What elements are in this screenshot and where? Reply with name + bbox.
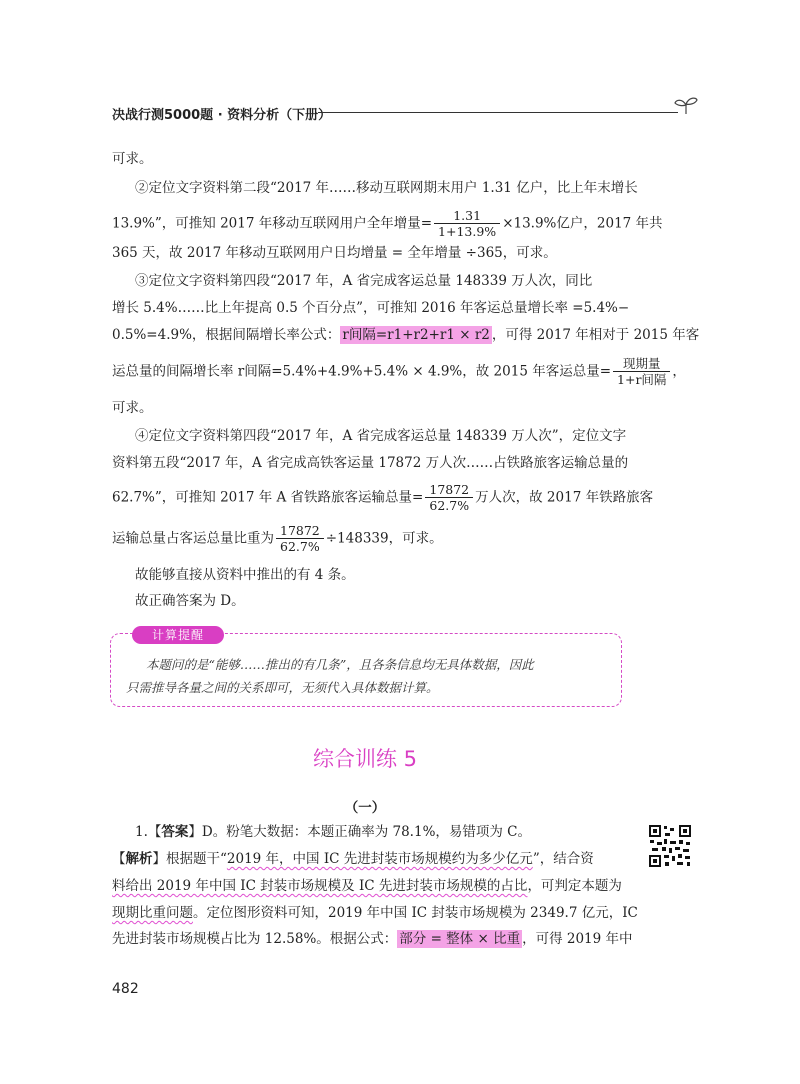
body-line-8 bbox=[112, 356, 686, 388]
body-line-3 bbox=[112, 208, 663, 240]
fraction-1 bbox=[434, 208, 500, 240]
text: ×13.9%亿户，2017 年共 bbox=[502, 215, 663, 232]
fraction-numerator: 17872 bbox=[425, 482, 473, 498]
body-line-13 bbox=[112, 523, 443, 555]
fraction-denominator: 1+r间隔 bbox=[617, 372, 667, 387]
qr-code-icon[interactable] bbox=[648, 824, 692, 868]
text: ”，结合资 bbox=[532, 851, 594, 867]
text: 【 bbox=[112, 851, 126, 867]
body-line-11: 资料第五段“2017 年，A 省完成高铁客运量 17872 万人次……占铁路旅客运输总量的 bbox=[112, 455, 629, 471]
header-rule bbox=[318, 112, 678, 113]
wavy-emphasis: 现期比重问题 bbox=[112, 905, 193, 921]
sprout-icon bbox=[672, 94, 700, 116]
body-line-1: 可求。 bbox=[112, 151, 153, 167]
section-title: 综合训练 5 bbox=[312, 747, 418, 771]
text: ，可判定本题为 bbox=[527, 878, 622, 894]
text: ÷148339，可求。 bbox=[325, 530, 443, 547]
fraction-denominator: 1+13.9% bbox=[438, 224, 497, 239]
body-line-14: 故能够直接从资料中推出的有 4 条。 bbox=[135, 567, 355, 583]
section-subtitle: （一） bbox=[344, 800, 386, 816]
fraction-denominator: 62.7% bbox=[429, 498, 470, 513]
running-header: 决战行测5000题 · 资料分析（下册） bbox=[112, 108, 332, 123]
answer-line bbox=[135, 826, 531, 840]
text: 13.9%”，可推知 2017 年移动互联网用户全年增量= bbox=[112, 215, 433, 232]
answer-keyword: 答案 bbox=[161, 824, 189, 840]
formula-highlight: 部分 = 整体 × 比重 bbox=[399, 931, 521, 947]
analysis-line-4 bbox=[112, 933, 633, 947]
fraction-2 bbox=[613, 356, 670, 388]
body-line-4: 365 天，故 2017 年移动互联网用户日均增量 = 全年增量 ÷365，可求。 bbox=[112, 245, 557, 261]
text: 万人次，故 2017 年铁路旅客 bbox=[475, 489, 654, 506]
text: 先进封装市场规模占比为 12.58%。根据公式： bbox=[112, 931, 398, 947]
analysis-line-3 bbox=[112, 907, 638, 921]
body-line-7 bbox=[112, 329, 699, 343]
text: 62.7%”，可推知 2017 年 A 省铁路旅客运输总量= bbox=[112, 489, 424, 506]
body-line-2: ②定位文字资料第二段“2017 年……移动互联网期末用户 1.31 亿户，比上年末增长 bbox=[135, 180, 638, 196]
text: 运输总量占客运总量比重为 bbox=[112, 530, 274, 547]
fraction-denominator: 62.7% bbox=[280, 539, 320, 554]
formula-highlight: r间隔=r1+r2+r1 × r2 bbox=[342, 327, 490, 343]
wavy-emphasis: 料给出 2019 年中国 IC 封装市场规模及 IC 先进封装市场规模的占比 bbox=[112, 878, 528, 894]
wavy-emphasis: 2019 年，中国 IC 先进封装市场规模约为多少亿元 bbox=[226, 851, 533, 867]
tip-text-1: 本题问的是“能够……推出的有几条”，且各条信息均无具体数据，因此 bbox=[146, 657, 534, 672]
body-line-12 bbox=[112, 482, 653, 514]
fraction-numerator: 现期量 bbox=[613, 356, 670, 372]
body-line-6: 增长 5.4%……比上年提高 0.5 个百分点”，可推知 2016 年客运总量增长率 =5.4%− bbox=[112, 300, 630, 316]
tip-label: 计算提醒 bbox=[132, 626, 224, 644]
text: ，可得 2017 年相对于 2015 年客 bbox=[491, 327, 700, 343]
text: 】D。粉笔大数据：本题正确率为 78.1%，易错项为 C。 bbox=[188, 824, 532, 840]
tip-text-2: 只需推导各量之间的关系即可，无须代入具体数据计算。 bbox=[126, 680, 439, 695]
fraction-numerator: 17872 bbox=[276, 523, 324, 539]
analysis-line-2 bbox=[112, 880, 622, 894]
text: 】根据题干“ bbox=[152, 851, 227, 867]
page-number: 482 bbox=[112, 981, 139, 997]
body-line-15: 故正确答案为 D。 bbox=[135, 593, 245, 609]
text: ，可得 2019 年中 bbox=[522, 931, 633, 947]
text: 运总量的间隔增长率 r间隔=5.4%+4.9%+5.4% × 4.9%，故 2015 年客运总量= bbox=[112, 363, 612, 380]
body-line-5: ③定位文字资料第四段“2017 年，A 省完成客运总量 148339 万人次，同比 bbox=[135, 273, 593, 289]
analysis-line-1 bbox=[112, 853, 594, 867]
text: 1.【 bbox=[135, 824, 162, 840]
analysis-keyword: 解析 bbox=[125, 851, 153, 867]
fraction-4 bbox=[276, 523, 324, 555]
text: ， bbox=[672, 363, 686, 380]
body-line-10: ④定位文字资料第四段“2017 年，A 省完成客运总量 148339 万人次”，定位文字 bbox=[135, 428, 627, 444]
text: 。定位图形资料可知，2019 年中国 IC 封装市场规模为 2349.7 亿元，IC bbox=[193, 905, 638, 921]
text: 0.5%=4.9%，根据间隔增长率公式： bbox=[112, 327, 341, 343]
body-line-9: 可求。 bbox=[112, 400, 153, 416]
fraction-numerator: 1.31 bbox=[434, 208, 500, 224]
fraction-3 bbox=[425, 482, 473, 514]
